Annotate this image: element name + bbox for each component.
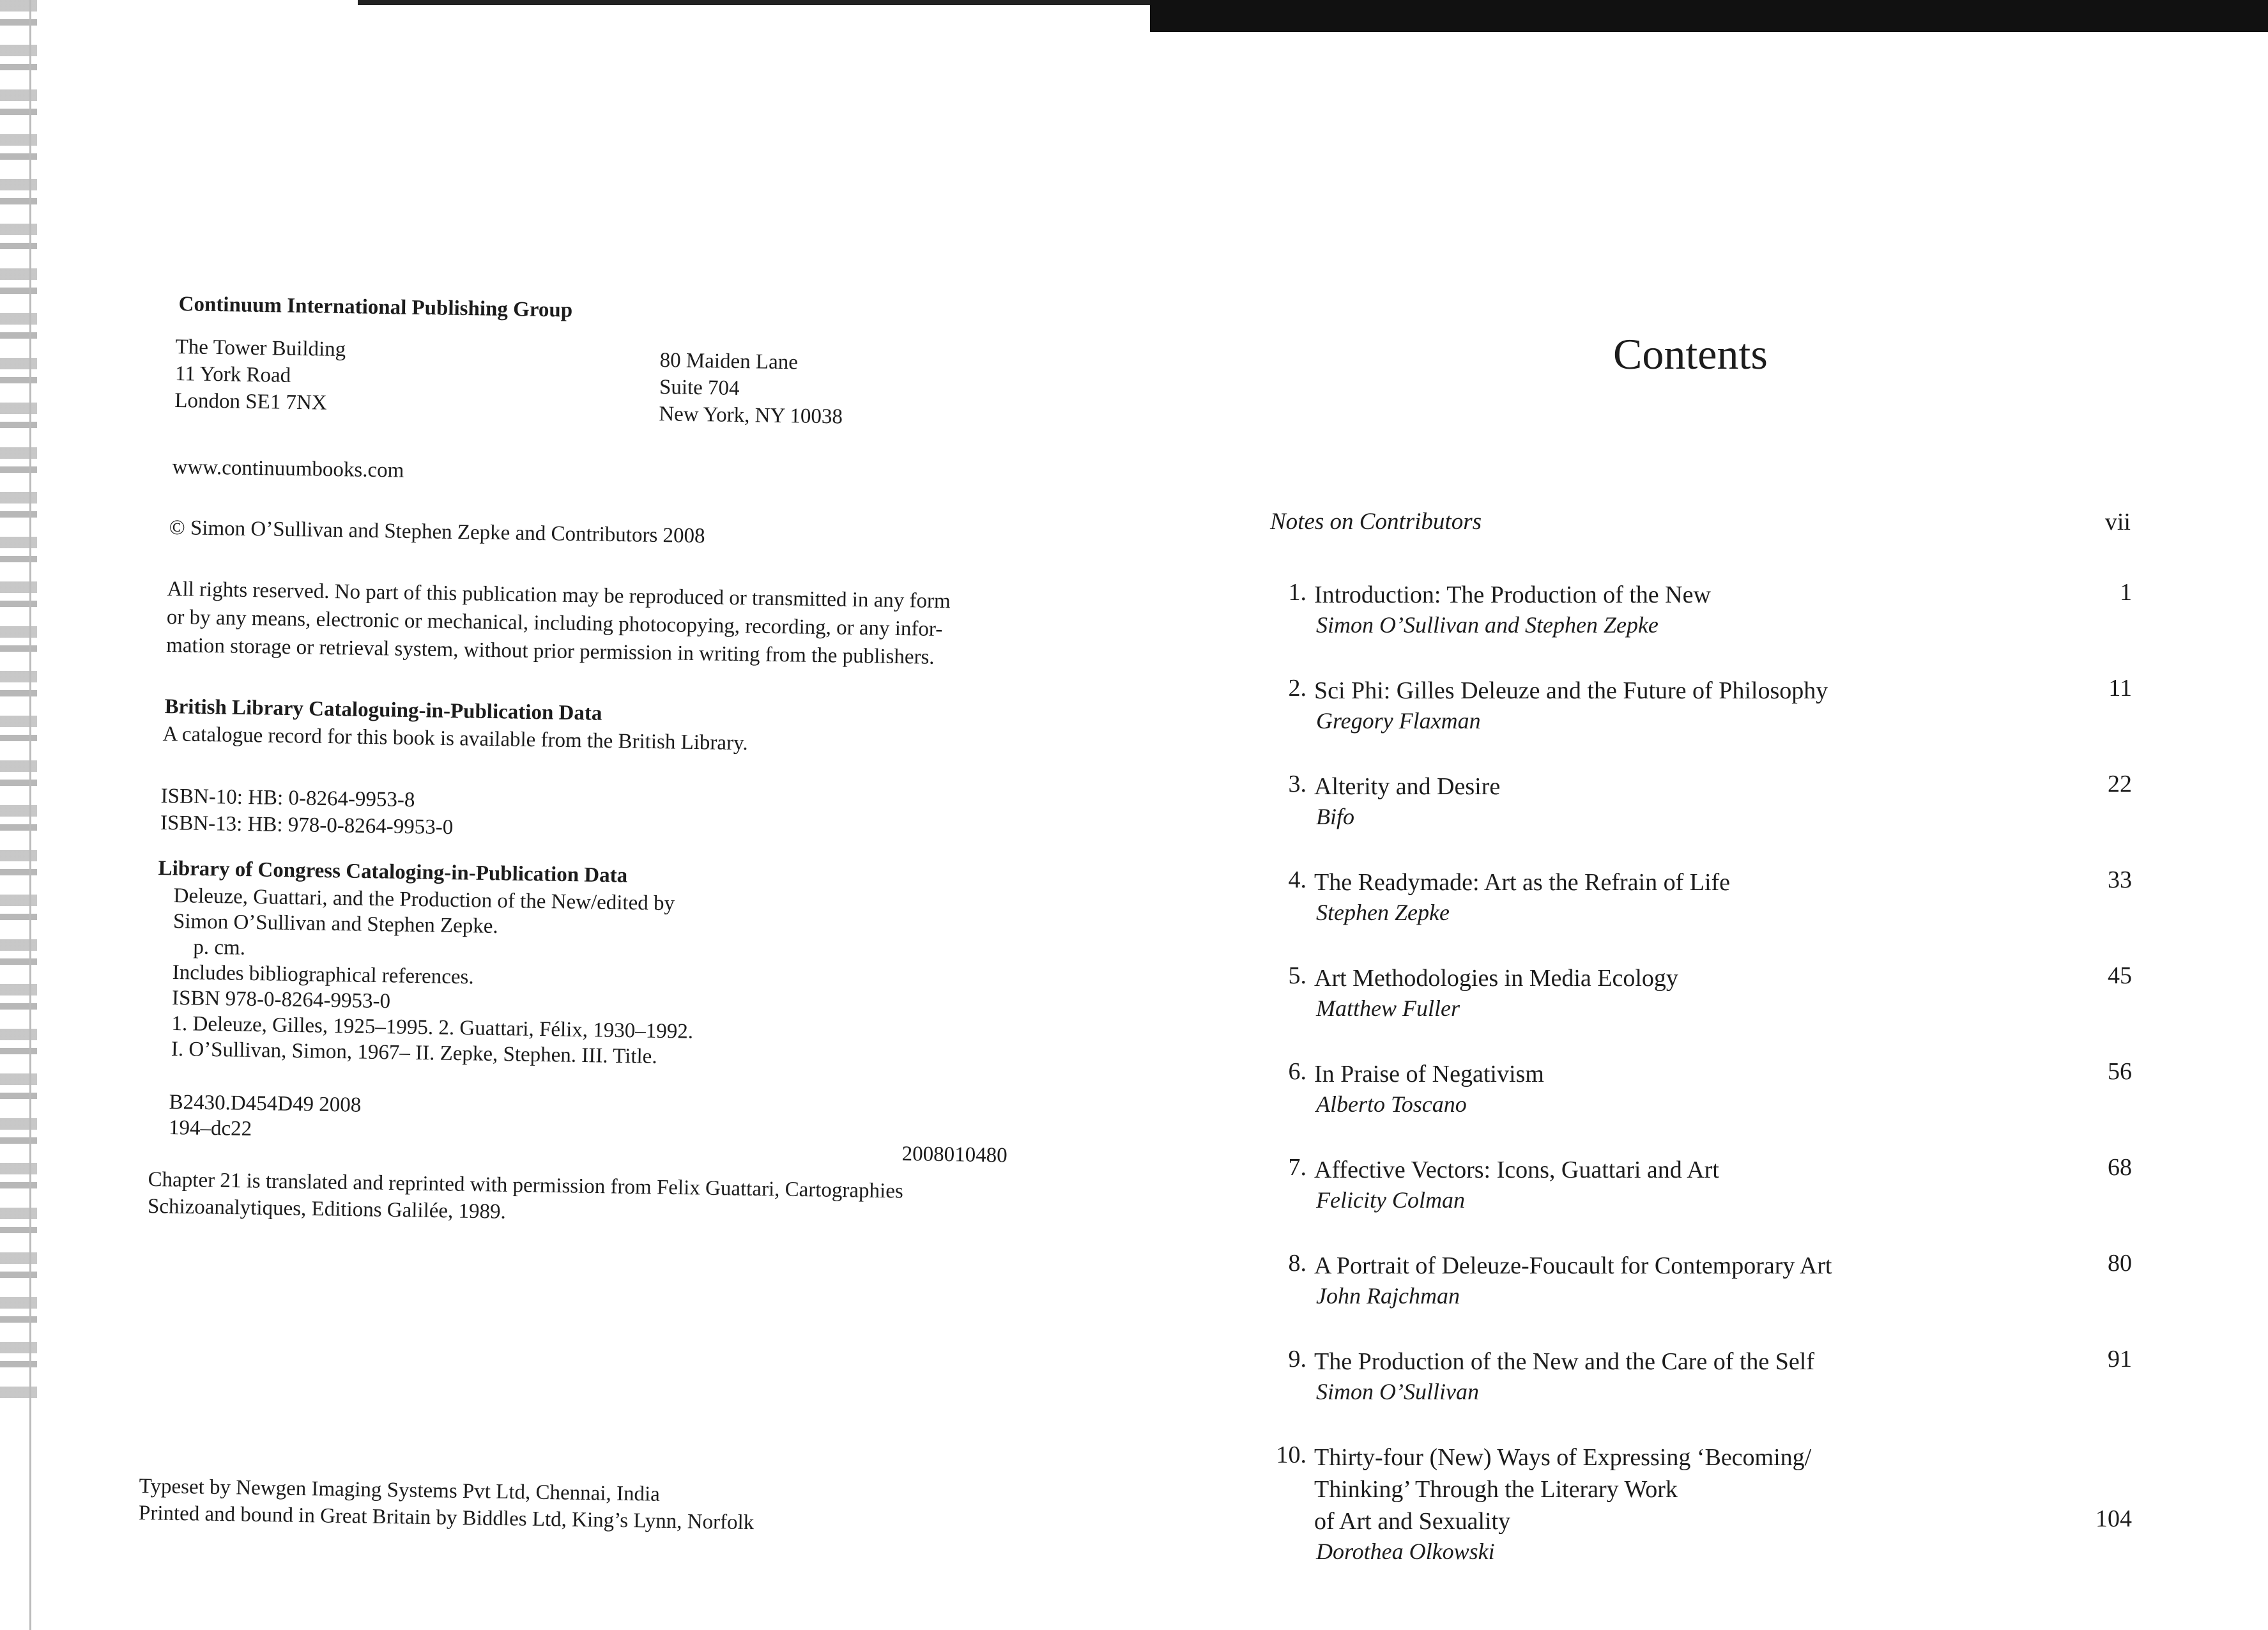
address-line: New York, NY 10038: [659, 402, 843, 429]
chapter-number: 9.: [1288, 1346, 1306, 1372]
rights-line: All rights reserved. No part of this publication may be reproduced or transmitted in any form: [167, 577, 951, 613]
chapter-page-number: 80: [2108, 1250, 2132, 1277]
chapter-title: Alterity and Desire: [1314, 773, 1501, 800]
chapter-title: The Production of the New and the Care of the Self: [1314, 1348, 1814, 1375]
chapter-note-line: Schizoanalytiques, Editions Galilée, 1989.: [147, 1194, 507, 1224]
chapter-title: Art Methodologies in Media Ecology: [1314, 965, 1678, 992]
contents-title: Contents: [1613, 330, 1768, 378]
chapter-author: Bifo: [1316, 804, 1354, 829]
chapter-number: 4.: [1288, 866, 1306, 893]
address-line: The Tower Building: [175, 335, 346, 362]
chapter-page-number: 68: [2108, 1154, 2132, 1181]
chapter-title: of Art and Sexuality: [1314, 1508, 1511, 1535]
notes-on-contributors: Notes on Contributors: [1270, 509, 1482, 535]
publisher-name: Continuum International Publishing Group: [178, 292, 573, 322]
chapter-number: 7.: [1288, 1154, 1306, 1181]
loc-cip-heading: Library of Congress Cataloging-in-Publication Data: [158, 856, 628, 888]
chapter-note-line: Chapter 21 is translated and reprinted with permission from Felix Guattari, Cartographies: [148, 1167, 904, 1203]
chapter-page-number: 1: [2120, 579, 2132, 606]
loc-line: ISBN 978-0-8264-9953-0: [171, 986, 391, 1013]
loc-line: 1. Deleuze, Gilles, 1925–1995. 2. Guattari, Félix, 1930–1992.: [171, 1011, 694, 1043]
chapter-page-number: 104: [2096, 1505, 2132, 1532]
chapter-title: The Readymade: Art as the Refrain of Life: [1314, 869, 1731, 896]
chapter-title: Thirty-four (New) Ways of Expressing ‘Becoming/: [1314, 1444, 1812, 1471]
classification-line: B2430.D454D49 2008: [169, 1090, 362, 1117]
scan-shadow-top-left: [358, 0, 1150, 5]
classification-line: 194–dc22: [168, 1116, 252, 1141]
chapter-page-number: 33: [2108, 866, 2132, 893]
chapter-author: Dorothea Olkowski: [1316, 1539, 1495, 1564]
address-line: 11 York Road: [174, 362, 291, 387]
chapter-number: 3.: [1288, 771, 1306, 797]
scan-edge-line: [29, 0, 31, 1630]
chapter-title: Sci Phi: Gilles Deleuze and the Future of Philosophy: [1314, 677, 1828, 704]
scan-shadow-top: [1150, 0, 2268, 32]
chapter-author: Stephen Zepke: [1316, 900, 1450, 925]
copyright-notice: © Simon O’Sullivan and Stephen Zepke and Contributors 2008: [169, 516, 705, 548]
chapter-title: Thinking’ Through the Literary Work: [1314, 1476, 1678, 1503]
notes-page-number: vii: [2104, 509, 2131, 535]
chapter-page-number: 56: [2108, 1058, 2132, 1085]
address-line: London SE1 7NX: [174, 388, 327, 415]
lccn-number: 2008010480: [901, 1142, 1008, 1167]
rights-statement: [166, 575, 951, 672]
loc-cip-record: [171, 883, 696, 1070]
chapter-number: 2.: [1288, 675, 1306, 702]
rights-line: mation storage or retrieval system, without prior permission in writing from the publishers.: [165, 633, 935, 669]
printer-info: [139, 1473, 755, 1536]
uk-address: [174, 334, 346, 417]
rights-line: or by any means, electronic or mechanical, including photocopying, recording, or any infor-: [166, 605, 943, 642]
isbn-line: ISBN-10: HB: 0-8264-9953-8: [160, 784, 415, 812]
loc-line: p. cm.: [193, 935, 246, 960]
chapter-author: Alberto Toscano: [1316, 1091, 1467, 1117]
chapter-page-number: 22: [2108, 771, 2132, 797]
chapter-title: Introduction: The Production of the New: [1314, 581, 1711, 608]
chapter-number: 5.: [1288, 962, 1306, 989]
chapter-title: A Portrait of Deleuze-Foucault for Contemporary Art: [1314, 1252, 1832, 1279]
isbn-line: ISBN-13: HB: 978-0-8264-9953-0: [160, 811, 454, 840]
chapter-page-number: 11: [2108, 675, 2132, 702]
chapter-note: [148, 1166, 903, 1232]
chapter-author: Felicity Colman: [1316, 1187, 1465, 1213]
bl-cip-heading: British Library Cataloguing-in-Publication Data: [164, 695, 602, 725]
classification-block: [169, 1089, 362, 1144]
loc-line: I. O’Sullivan, Simon, 1967– II. Zepke, Stephen. III. Title.: [171, 1037, 657, 1068]
chapter-number: 6.: [1288, 1058, 1306, 1085]
chapter-title: In Praise of Negativism: [1314, 1061, 1544, 1088]
loc-line: Simon O’Sullivan and Stephen Zepke.: [172, 909, 498, 938]
printer-line: Printed and bound in Great Britain by Biddles Ltd, King’s Lynn, Norfolk: [138, 1501, 755, 1535]
loc-line: Includes bibliographical references.: [172, 960, 474, 989]
chapter-author: Matthew Fuller: [1316, 996, 1460, 1021]
chapter-author: John Rajchman: [1316, 1283, 1460, 1309]
chapter-author: Simon O’Sullivan: [1316, 1379, 1479, 1404]
chapter-number: 1.: [1288, 579, 1306, 606]
scan-edge-left: [0, 0, 37, 1406]
chapter-number: 8.: [1288, 1250, 1306, 1277]
loc-line: Deleuze, Guattari, and the Production of the New/edited by: [173, 884, 675, 916]
publisher-website: www.continuumbooks.com: [172, 455, 404, 482]
address-line: Suite 704: [659, 375, 740, 400]
address-line: 80 Maiden Lane: [659, 348, 799, 374]
isbn-block: [160, 783, 454, 841]
us-address: [659, 347, 843, 431]
chapter-author: Gregory Flaxman: [1316, 708, 1481, 734]
chapter-number: 10.: [1276, 1442, 1306, 1468]
printer-line: Typeset by Newgen Imaging Systems Pvt Ltd, Chennai, India: [139, 1474, 661, 1506]
chapter-author: Simon O’Sullivan and Stephen Zepke: [1316, 612, 1659, 638]
chapter-title: Affective Vectors: Icons, Guattari and Art: [1314, 1157, 1719, 1183]
bl-cip-text: A catalogue record for this book is available from the British Library.: [162, 722, 748, 755]
chapter-page-number: 45: [2108, 962, 2132, 989]
chapter-page-number: 91: [2108, 1346, 2132, 1372]
